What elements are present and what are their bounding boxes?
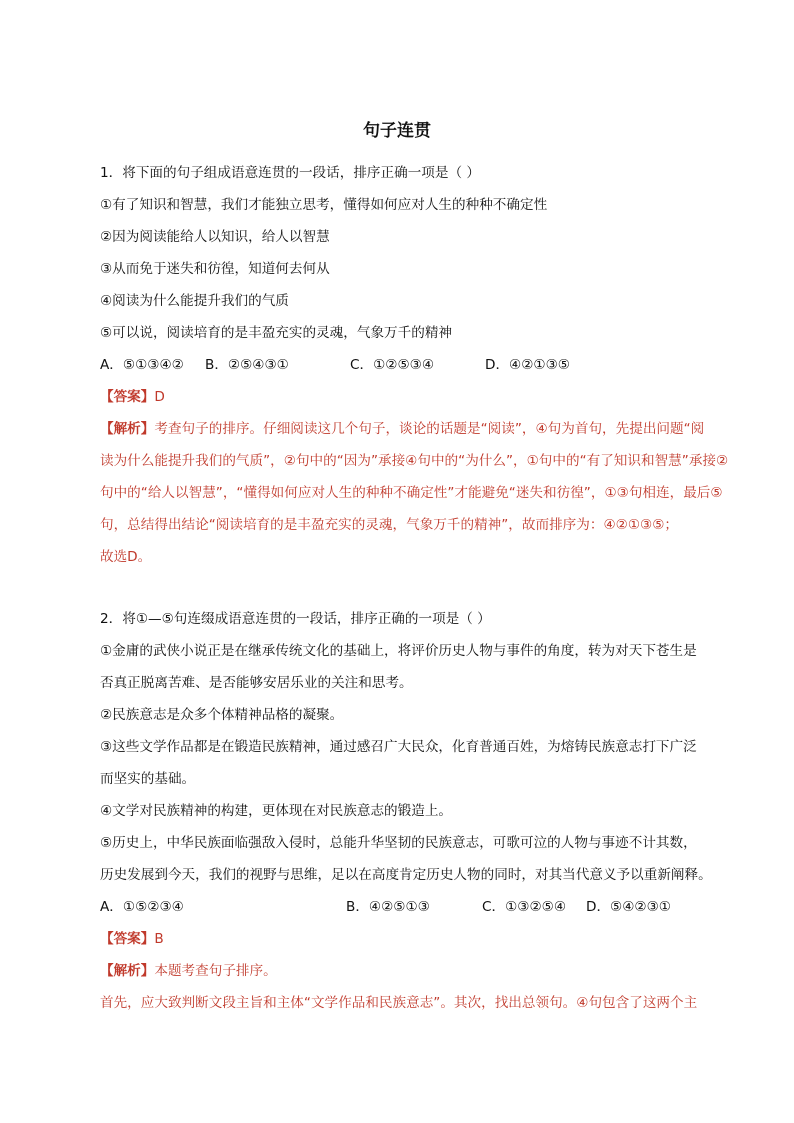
q1-stem: 1．将下面的句子组成语意连贯的一段话，排序正确一项是（ ） [100, 165, 480, 181]
q2-analysis-line-2: 首先，应大致判断文段主旨和主体“文学作品和民族意志”。其次，找出总领句。④句包含了这两个主 [100, 995, 698, 1011]
q2-sentence-1-line-2: 否真正脱离苦难、是否能够安居乐业的关注和思考。 [100, 675, 413, 691]
q1-analysis-line-3: 句中的“给人以智慧”，“懂得如何应对人生的种种不确定性”才能避免“迷失和彷徨”，①③句相连，最后⑤ [100, 485, 723, 501]
q1-sentence-1: ①有了知识和智慧，我们才能独立思考，懂得如何应对人生的种种不确定性 [100, 197, 548, 213]
q2-sentence-1-line-1: ①金庸的武侠小说正是在继承传统文化的基础上，将评价历史人物与事件的角度，转为对天下苍生是 [100, 643, 697, 659]
q2-answer [100, 929, 164, 949]
q1-options [100, 355, 570, 375]
q2-sentence-3-line-1: ③这些文学作品都是在锻造民族精神，通过感召广大民众，化育普通百姓，为熔铸民族意志打下广泛 [100, 739, 697, 755]
page-title: 句子连贯 [363, 121, 431, 141]
q2-answer-value: B [154, 931, 164, 947]
q2-option-c: C．①③②⑤④ [482, 899, 567, 915]
q2-sentence-5-line-2: 历史发展到今天，我们的视野与思维，足以在高度肯定历史人物的同时，对其当代意义予以重新阐释。 [100, 867, 712, 883]
q1-sentence-2: ②因为阅读能给人以知识，给人以智慧 [100, 229, 330, 245]
q1-analysis-line-4: 句，总结得出结论“阅读培育的是丰盈充实的灵魂，气象万千的精神”，故而排序为：④②①③⑤； [100, 517, 678, 533]
q1-conclusion: 故选D。 [100, 549, 152, 565]
q1-sentence-3: ③从而免于迷失和彷徨，知道何去何从 [100, 261, 330, 277]
q2-option-a: A．①⑤②③④ [100, 899, 184, 915]
q2-sentence-5-line-1: ⑤历史上，中华民族面临强敌入侵时，总能升华坚韧的民族意志，可歌可泣的人物与事迹不计其数， [100, 835, 697, 851]
q1-option-a: A．⑤①③④② [100, 357, 184, 373]
q2-analysis-text-1: 本题考查句子排序。 [154, 963, 277, 979]
q1-option-b: B．②⑤④③① [205, 357, 289, 373]
q1-answer-tag: 【答案】 [100, 389, 155, 405]
q1-analysis-line-2: 读为什么能提升我们的气质”，②句中的“因为”承接④句中的“为什么”，①句中的“有了知识和智慧”承接② [100, 453, 729, 469]
q1-analysis-line-1 [100, 419, 704, 439]
q2-stem: 2．将①—⑤句连缀成语意连贯的一段话，排序正确的一项是（ ） [100, 611, 491, 627]
q2-options [100, 897, 671, 917]
q2-sentence-3-line-2: 而坚实的基础。 [100, 771, 196, 787]
q2-option-d: D．⑤④②③① [586, 899, 671, 915]
q2-answer-tag: 【答案】 [100, 931, 155, 947]
q1-option-d: D．④②①③⑤ [485, 357, 570, 373]
q1-sentence-4: ④阅读为什么能提升我们的气质 [100, 293, 289, 309]
q1-option-c: C．①②⑤③④ [350, 357, 435, 373]
q2-analysis-line-1 [100, 961, 277, 981]
q1-analysis-tag: 【解析】 [100, 421, 155, 437]
q1-sentence-5: ⑤可以说，阅读培育的是丰盈充实的灵魂，气象万千的精神 [100, 325, 453, 341]
q1-answer-value: D [154, 389, 165, 405]
q2-sentence-2: ②民族意志是众多个体精神品格的凝聚。 [100, 707, 344, 723]
q2-sentence-4: ④文学对民族精神的构建，更体现在对民族意志的锻造上。 [100, 803, 453, 819]
q2-analysis-tag: 【解析】 [100, 963, 155, 979]
q2-option-b: B．④②⑤①③ [346, 899, 430, 915]
q1-answer [100, 387, 165, 407]
q1-analysis-text-1: 考查句子的排序。仔细阅读这几个句子，谈论的话题是“阅读”，④句为首句，先提出问题“阅 [154, 421, 705, 437]
